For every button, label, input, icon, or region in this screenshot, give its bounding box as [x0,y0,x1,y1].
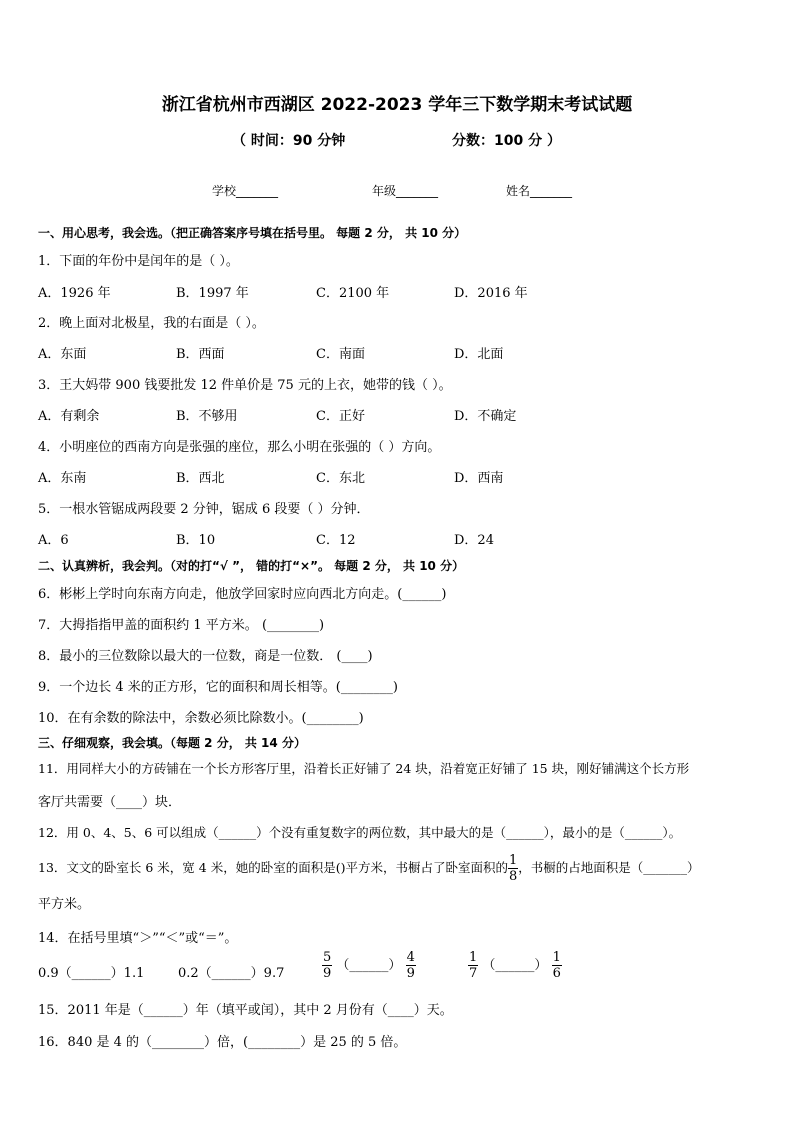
option: D．北面 [454,347,504,362]
question-12: 12．用 0、4、5、6 可以组成（______）个没有重复数字的两位数，其中最大的是（______），最小的是（______）。 [38,825,682,840]
option: C．东北 [316,471,365,486]
answer-blank: （______） [336,958,402,973]
compare-item: 0.2（______）9.7 [178,966,285,981]
question-4: 4．小明座位的西南方向是张强的座位，那么小明在张强的（ ）方向。 [38,440,441,455]
fraction-denominator: 7 [469,966,478,981]
fraction-denominator: 9 [406,966,415,981]
page-title: 浙江省杭州市西湖区 2022-2023 学年三下数学期末考试试题 [161,95,633,115]
exam-score: 分数：100 分 ） [452,133,561,149]
exam-time: （ 时间：90 分钟 [232,133,346,149]
fraction [322,950,332,981]
option: B．西面 [176,347,225,362]
question-13 [38,853,700,884]
option: A．1926 年 [38,286,111,301]
question-15: 15．2011 年是（______）年（填平或闰），其中 2 月份有（____）天。 [38,1003,453,1018]
compare-item: 0.9（______）1.1 [38,966,145,981]
fraction [552,950,562,981]
option: B．不够用 [176,409,238,424]
option: A．6 [38,533,69,548]
fraction-numerator: 1 [469,950,478,965]
fraction [406,950,416,981]
fraction-denominator: 9 [323,966,332,981]
section-heading: 三、仔细观察，我会填。（每题 2 分， 共 14 分） [38,736,306,750]
option: D．2016 年 [454,286,528,301]
q13-text: ，书橱的占地面积是（_______） [518,860,700,875]
answer-blank: （______） [482,958,548,973]
fraction-numerator: 1 [552,950,561,965]
fraction [468,950,478,981]
fraction-numerator: 4 [406,950,415,965]
fraction-denominator: 8 [508,869,518,884]
option: A．东面 [38,347,87,362]
option: B．西北 [176,471,225,486]
option: A．有剩余 [38,409,100,424]
question-10: 10．在有余数的除法中，余数必须比除数小。(________) [38,711,364,726]
question-11-cont: 客厅共需要（____）块． [38,795,182,810]
school-field: 学校_______ [212,184,279,198]
question-3: 3．王大妈带 900 钱要批发 12 件单价是 75 元的上衣，她带的钱（ ）。 [38,378,452,393]
option: B．1997 年 [176,286,249,301]
option: C．12 [316,533,356,548]
question-5: 5．一根水管锯成两段要 2 分钟，锯成 6 段要（ ）分钟． [38,502,370,517]
name-field: 姓名_______ [506,184,573,198]
section-heading: 一、用心思考，我会选。（把正确答案序号填在括号里。 每题 2 分， 共 10 分） [38,226,467,240]
option: D．不确定 [454,409,517,424]
fraction-denominator: 6 [552,966,561,981]
question-2: 2．晚上面对北极星，我的右面是（ ）。 [38,316,265,331]
question-14: 14．在括号里填“＞”“＜”或“＝”。 [38,931,238,946]
question-11: 11．用同样大小的方砖铺在一个长方形客厅里，沿着长正好铺了 24 块，沿着宽正好铺了 15 块，刚好铺满这个长方形 [38,761,690,776]
option: D．24 [454,533,494,548]
question-7: 7．大拇指指甲盖的面积约 1 平方米。 (________) [38,618,325,633]
question-1: 1．下面的年份中是闰年的是（ ）。 [38,254,239,269]
option: A．东南 [38,471,87,486]
compare-item [322,950,416,981]
option: C．正好 [316,409,365,424]
fraction [508,853,518,884]
section-heading: 二、认真辨析，我会判。（对的打“√ ”， 错的打“×”。 每题 2 分， 共 10 分） [38,559,465,573]
option: D．西南 [454,471,504,486]
question-9: 9．一个边长 4 米的正方形，它的面积和周长相等。(________) [38,680,398,695]
question-8: 8．最小的三位数除以最大的一位数，商是一位数． (____) [38,649,373,664]
q13-text: 13．文文的卧室长 6 米，宽 4 米，她的卧室的面积是()平方米，书橱占了卧室面积的 [38,860,508,875]
question-13-cont: 平方米。 [38,897,91,912]
compare-item [468,950,562,981]
fraction-numerator: 1 [508,853,518,868]
fraction-numerator: 5 [323,950,332,965]
grade-field: 年级_______ [372,184,439,198]
question-16: 16．840 是 4 的（________）倍，(________）是 25 的 5 倍。 [38,1035,407,1050]
option: C．2100 年 [316,286,390,301]
question-6: 6．彬彬上学时向东南方向走，他放学回家时应向西北方向走。(______) [38,587,447,602]
option: C．南面 [316,347,365,362]
option: B．10 [176,533,216,548]
